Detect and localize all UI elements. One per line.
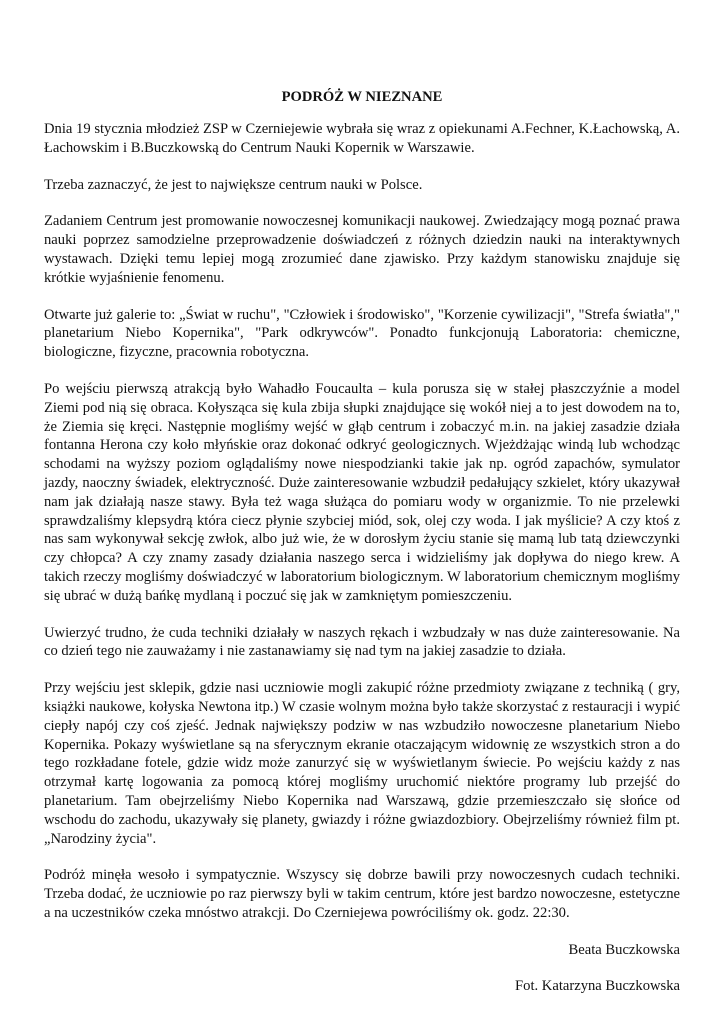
paragraph-attractions: Po wejściu pierwszą atrakcją było Wahadło Foucaulta – kula porusza się w stałej płaszczyźnie a model Ziemi pod nią się obraca. Kołysząca się kula zbija słupki znajdujące się wokół niej a to jest dowodem na to, że Ziemia się kręci. Następnie mogliśmy wejść w głąb centrum i zobaczyć m.in. na jakiej zasadzie działa fontanna Herona czy koło młyńskie oraz dokonać odkryć geologicznych. Wjeżdżając windą lub wchodząc schodami na wyższy poziom oglądaliśmy nowe niespodzianki takie jak np. ogród zapachów, symulator jazdy, naoczny świadek, elektryczność. Duże zainteresowanie wzbudził pedałujący szkielet, który ukazywał nam jak działają nasze stawy. Była też waga służąca do pomiaru wody w organizmie. To nie przelewki sprawdzaliśmy klepsydrą która ciecz płynie szybciej miód, sok, olej czy woda. I jak myślicie? A czy ktoś z nas sam wykonywał sekcję zwłok, albo już wie, że w dorosłym życiu stanie się mamą lub tatą dziewczynki czy chłopca? A czy znamy zasady działania naszego serca i widzieliśmy jak dopływa do niego krew. A takich rzeczy mogliśmy doświadczyć w laboratorium biologicznym. W laboratorium chemicznym mogliśmy się ubrać w dużą bańkę mydlaną i poczuć się jak w zamkniętym pomieszczeniu. — [44, 380, 680, 604]
paragraph-center-mission: Zadaniem Centrum jest promowanie nowoczesnej komunikacji naukowej. Zwiedzający mogą poznać prawa nauki poprzez samodzielne przeprowadzenie doświadczeń z różnych dziedzin nauki na interaktywnych wystawach. Dzięki temu lepiej mogą zrozumieć dane zjawisko. Przy każdym stanowisku znajduje się krótkie wyjaśnienie fenomenu. — [44, 213, 680, 286]
paragraph-intro: Dnia 19 stycznia młodzież ZSP w Czerniejewie wybrała się wraz z opiekunami A.Fechner, K.Łachowską, A. Łachowskim i B.Buczkowską do Centrum Nauki Kopernik w Warszawie. — [44, 121, 680, 156]
author-signature: Beata Buczkowska — [568, 941, 680, 958]
paragraph-planetarium: Przy wejściu jest sklepik, gdzie nasi uczniowie mogli zakupić różne przedmioty związane z techniką ( gry, książki naukowe, kołyska Newtona itp.) W czasie wolnym można było także skorzystać z restauracji i wypić ciepły napój czy coś zjeść. Jednak największy podziw w nas wzbudziło nowoczesne planetarium Niebo Kopernika. Pokazy wyświetlane są na sferycznym ekranie otaczającym widownię ze wszystkich stron a do tego rozkładane fotele, gdzie widz może zanurzyć się w wyświetlanym świecie. Po wejściu każdy z nas otrzymał kartę logowania za pomocą której mogliśmy uruchomić niektóre programy lub przejść do planetarium. Tam obejrzeliśmy Niebo Kopernika nad Warszawą, gdzie przemieszczało się słońce od wschodu do zachodu, ukazywały się planety, gwiazdy i różne gwiazdozbiory. Obejrzeliśmy również film pt. „Narodziny życia". — [44, 680, 680, 847]
document-page — [44, 88, 680, 1014]
photo-credit: Fot. Katarzyna Buczkowska — [515, 978, 680, 995]
paragraph-galleries: Otwarte już galerie to: „Świat w ruchu", "Człowiek i środowisko", "Korzenie cywilizacji", "Strefa światła"," planetarium Niebo Kopernika", "Park odkrywców". Ponadto funkcjonują Laboratoria: chemiczne, biologiczne, fizyczne, pracownia robotyczna. — [44, 306, 680, 361]
paragraph-largest-center: Trzeba zaznaczyć, że jest to największe centrum nauki w Polsce. — [44, 176, 423, 193]
paragraph-conclusion: Podróż minęła wesoło i sympatycznie. Wszyscy się dobrze bawili przy nowoczesnych cudach techniki. Trzeba dodać, że uczniowie po raz pierwszy byli w takim centrum, które jest bardzo nowoczesne, estetyczne a na uczestników czeka mnóstwo atrakcji. Do Czerniejewa powróciliśmy ok. godz. 22:30. — [44, 867, 680, 921]
article-title: PODRÓŻ W NIEZNANE — [281, 89, 443, 105]
paragraph-wonders: Uwierzyć trudno, że cuda techniki działały w naszych rękach i wzbudzały w nas duże zainteresowanie. Na co dzień tego nie zauważamy i nie zastanawiamy się nad tym na jakiej zasadzie to działa. — [44, 624, 680, 660]
